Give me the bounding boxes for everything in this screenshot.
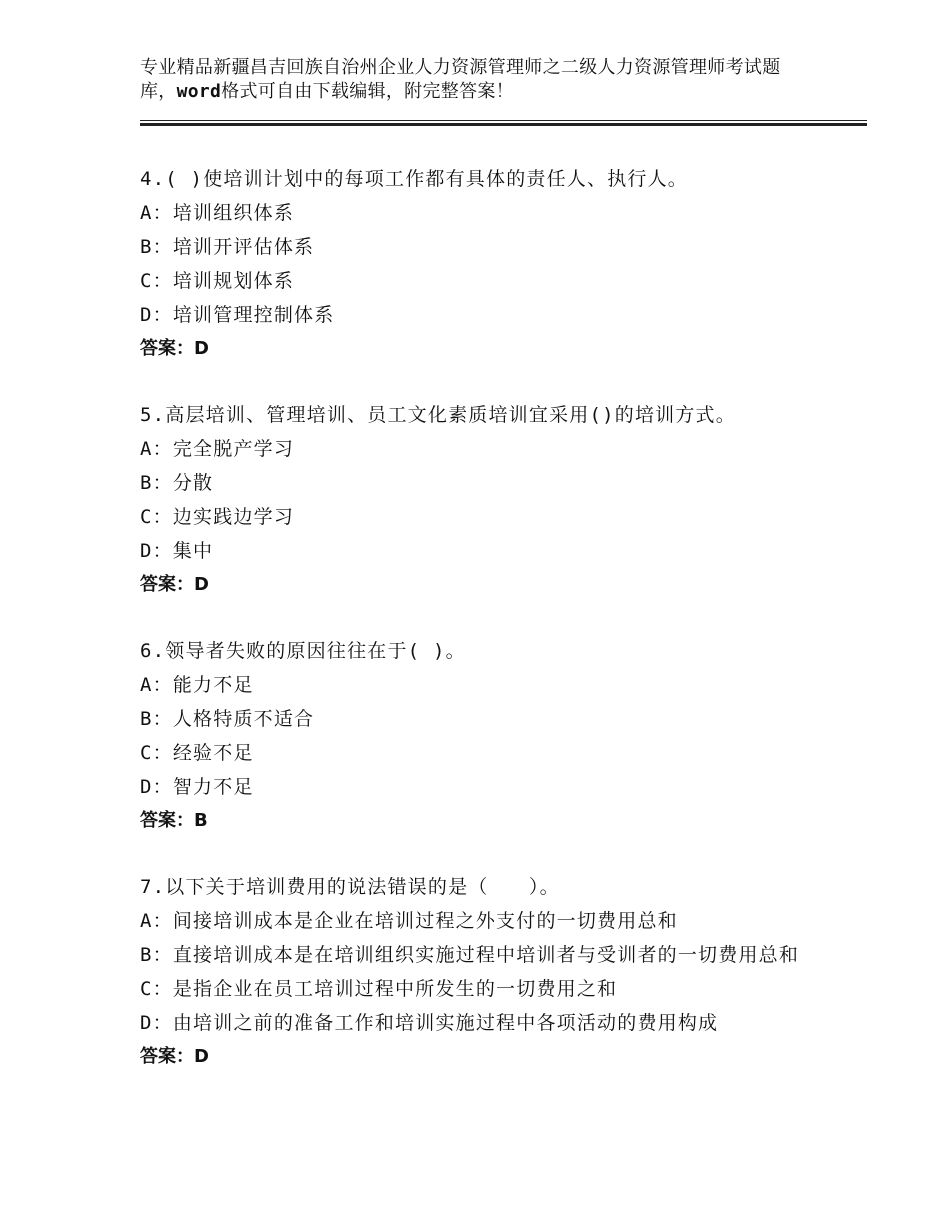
option-d: D：由培训之前的准备工作和培训实施过程中各项活动的费用构成 — [140, 1012, 719, 1034]
option-a: A：间接培训成本是企业在培训过程之外支付的一切费用总和 — [140, 910, 678, 932]
option-c: C：培训规划体系 — [140, 270, 295, 292]
question-7 — [140, 870, 820, 1074]
option-b: B：人格特质不适合 — [140, 708, 315, 730]
header-divider-thick — [140, 123, 867, 126]
option-b: B：培训开评估体系 — [140, 236, 315, 258]
document-header — [140, 56, 840, 104]
question-text: 7.以下关于培训费用的说法错误的是（ ）。 — [140, 876, 560, 898]
header-line-2 — [140, 80, 840, 104]
header-line-1: 专业精品新疆昌吉回族自治州企业人力资源管理师之二级人力资源管理师考试题 — [140, 57, 781, 78]
question-5 — [140, 398, 820, 602]
question-4 — [140, 162, 820, 366]
answer: 答案：D — [140, 574, 209, 595]
question-text: 6.领导者失败的原因往往在于( )。 — [140, 640, 466, 662]
option-b: B：分散 — [140, 472, 214, 494]
option-c: C：是指企业在员工培训过程中所发生的一切费用之和 — [140, 978, 618, 1000]
option-a: A：能力不足 — [140, 674, 254, 696]
header-line-2-post: 格式可自由下载编辑，附完整答案！ — [221, 81, 514, 102]
answer: 答案：D — [140, 1046, 209, 1067]
answer: 答案：B — [140, 810, 208, 831]
header-line-2-pre: 库， — [140, 81, 177, 102]
question-text: 5.高层培训、管理培训、员工文化素质培训宜采用()的培训方式。 — [140, 404, 736, 426]
option-a: A：培训组织体系 — [140, 202, 295, 224]
question-text: 4.( )使培训计划中的每项工作都有具体的责任人、执行人。 — [140, 168, 688, 190]
option-b: B：直接培训成本是在培训组织实施过程中培训者与受训者的一切费用总和 — [140, 944, 800, 966]
option-d: D：集中 — [140, 540, 214, 562]
option-d: D：智力不足 — [140, 776, 254, 798]
answer: 答案：D — [140, 338, 209, 359]
header-word-text: word — [176, 81, 222, 102]
question-6 — [140, 634, 820, 838]
question-list — [140, 162, 820, 1106]
option-d: D：培训管理控制体系 — [140, 304, 335, 326]
header-divider-thin — [140, 120, 867, 121]
option-c: C：边实践边学习 — [140, 506, 295, 528]
option-a: A：完全脱产学习 — [140, 438, 295, 460]
option-c: C：经验不足 — [140, 742, 254, 764]
